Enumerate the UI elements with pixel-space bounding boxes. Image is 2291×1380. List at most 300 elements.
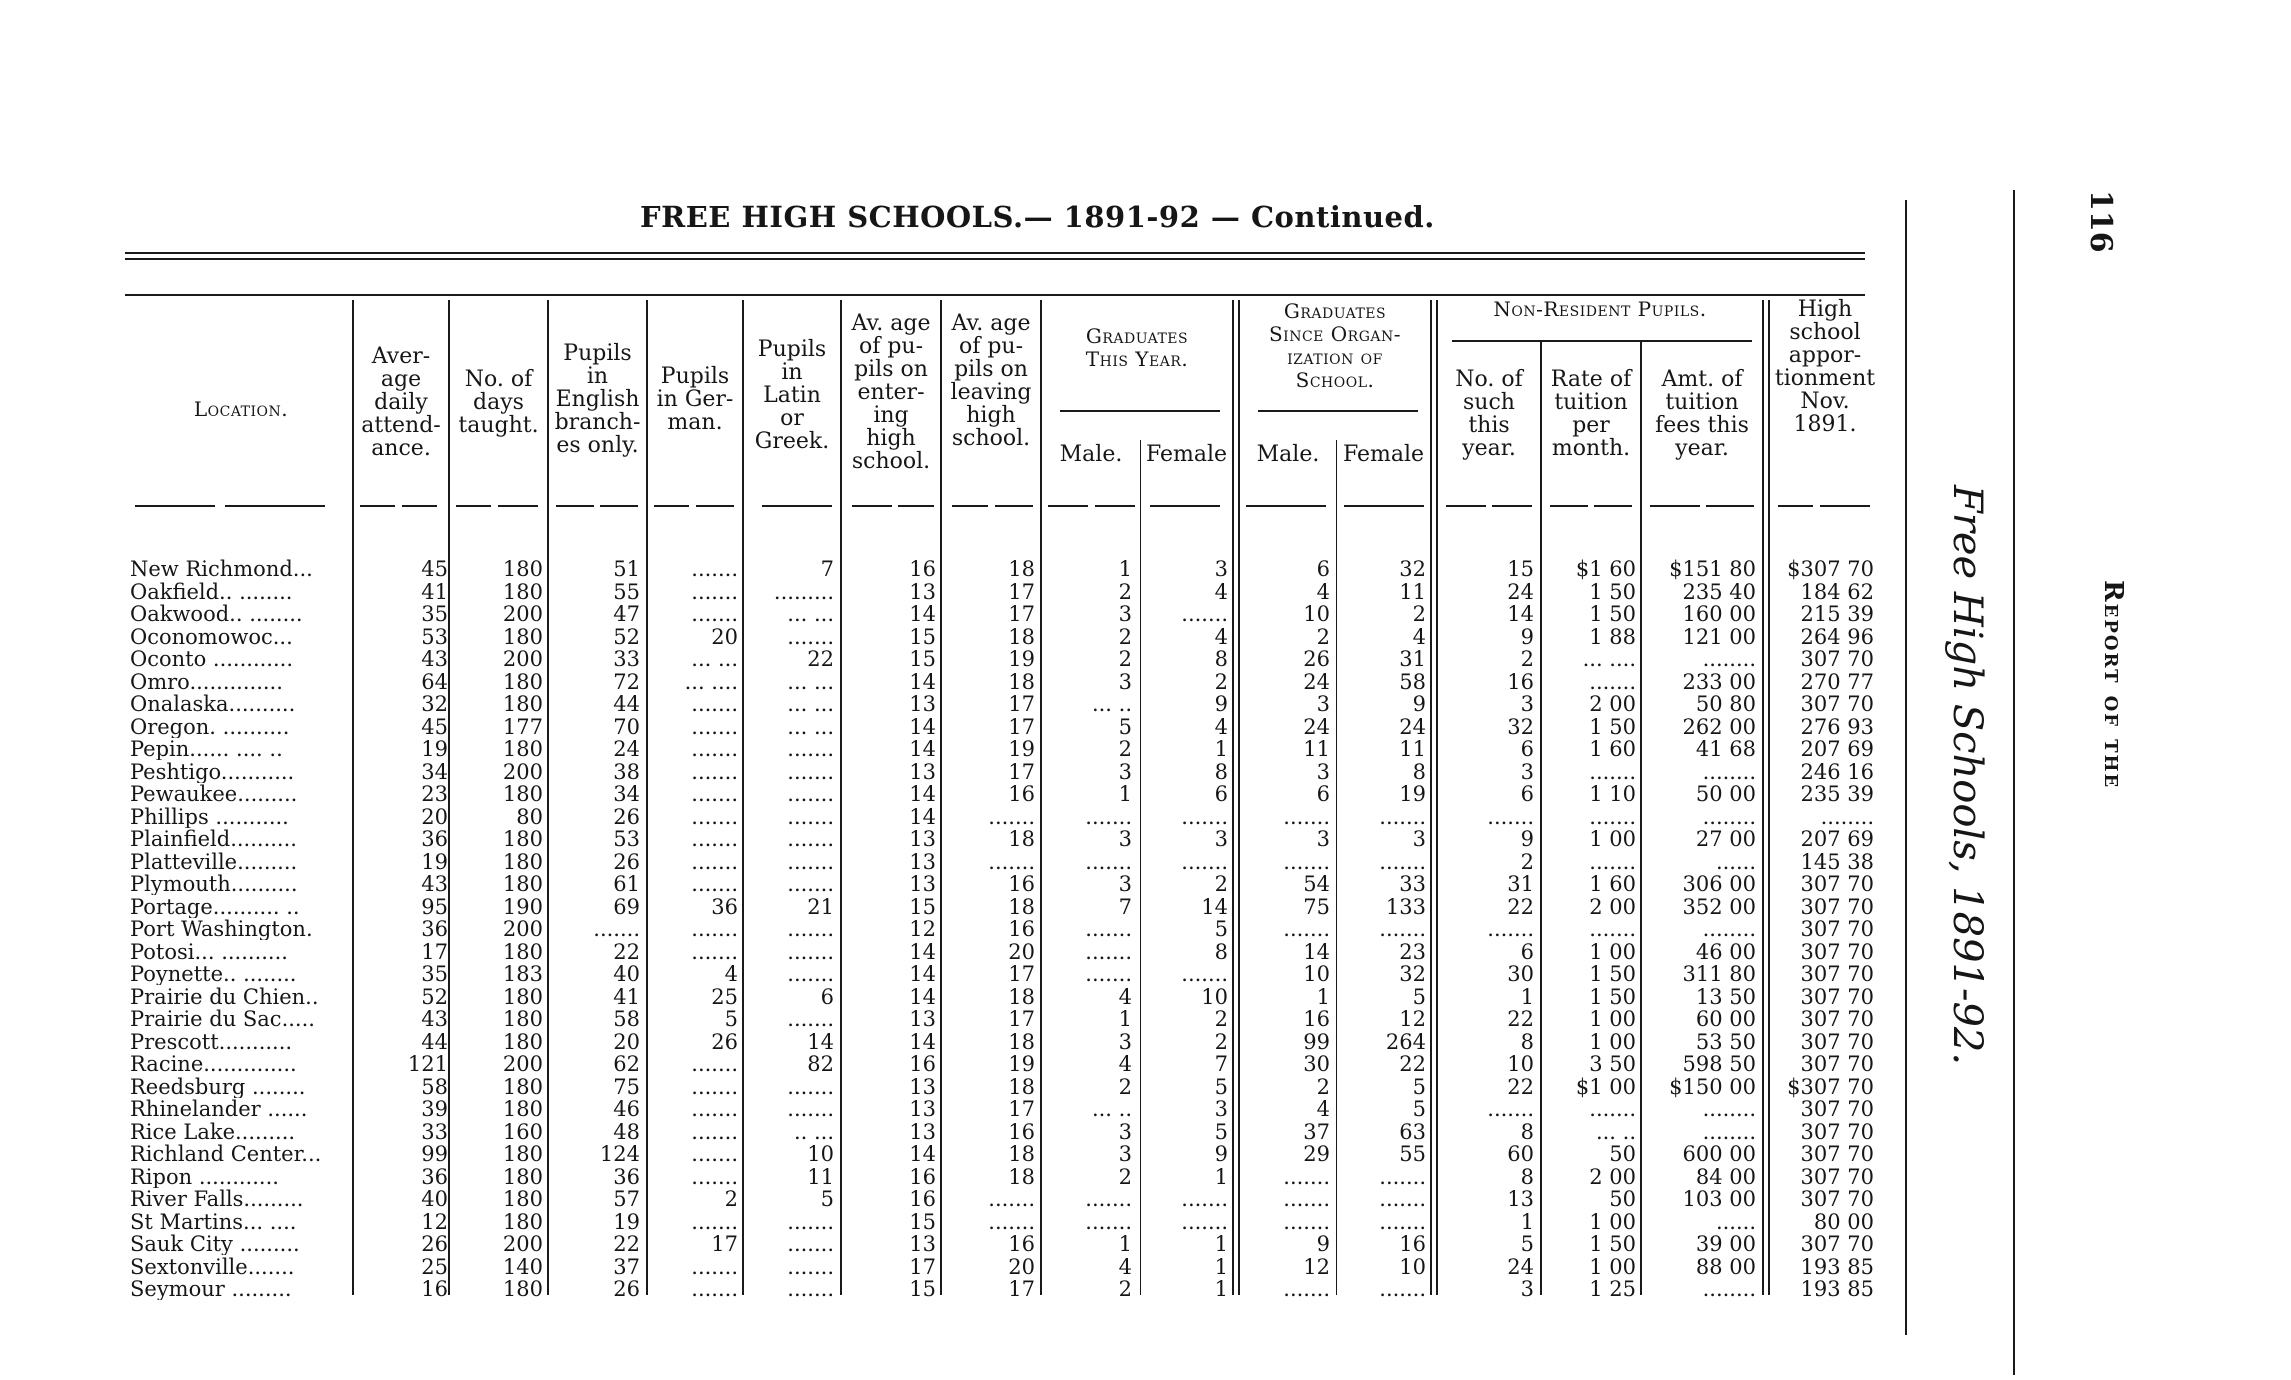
cell-gf: 9 [1214, 1142, 1228, 1166]
cell-nr-rate: ....... [1589, 849, 1636, 874]
cell-lat: ....... [787, 1007, 834, 1031]
cell-nr-no: 2 [1520, 849, 1534, 874]
cell-location: Oconomowoc... [130, 625, 293, 648]
table-row [0, 851, 1880, 873]
cell-sm: 99 [1303, 1029, 1330, 1054]
cell-sf: 19 [1399, 782, 1426, 806]
cell-att: 53 [421, 624, 448, 649]
cell-sm: 12 [1303, 1254, 1330, 1279]
cell-age-out: 19 [1008, 647, 1035, 671]
cell-appt: 193 85 [1800, 1254, 1874, 1279]
cell-gf: 2 [1214, 1007, 1228, 1031]
table-row [0, 986, 1880, 1008]
cell-nr-no: 3 [1520, 1277, 1534, 1301]
cell-lat: 14 [807, 1029, 834, 1054]
table-row [0, 1233, 1880, 1255]
cell-appt: $307 70 [1787, 1074, 1874, 1099]
cell-sm: 3 [1316, 827, 1330, 851]
cell-sm: 30 [1303, 1052, 1330, 1076]
cell-gm: ... .. [1091, 692, 1132, 716]
cell-days: 200 [502, 917, 543, 941]
cell-nr-no: ....... [1487, 1097, 1534, 1121]
cell-att: 35 [421, 962, 448, 986]
cell-eng: 33 [613, 647, 640, 671]
cell-days: 180 [502, 1007, 543, 1031]
cell-gm: 1 [1118, 557, 1132, 581]
cell-appt: 276 93 [1800, 714, 1874, 739]
cell-age-out: 18 [1008, 557, 1035, 581]
cell-ger: ....... [691, 1254, 738, 1279]
cell-sm: 2 [1316, 624, 1330, 649]
cell-days: 180 [502, 1187, 543, 1211]
cell-location: Prairie du Chien.. [130, 985, 319, 1008]
cell-sm: 6 [1316, 782, 1330, 806]
cell-age-in: 13 [909, 692, 936, 716]
cell-nr-amt: 84 00 [1695, 1164, 1756, 1189]
cell-age-in: 12 [909, 917, 936, 941]
cell-location: Pewaukee......... [130, 783, 298, 805]
cell-nr-amt: 352 00 [1682, 894, 1756, 919]
cell-days: 180 [502, 557, 543, 581]
side-rule [1905, 200, 1907, 1335]
cell-days: 180 [502, 872, 543, 896]
cell-ger: ....... [691, 557, 738, 581]
cell-nr-rate: 2 00 [1589, 894, 1636, 919]
cell-location: Platteville......... [130, 850, 298, 873]
cell-appt: 307 70 [1800, 1142, 1874, 1166]
cell-location: Reedsburg ........ [130, 1075, 306, 1098]
cell-ger: ....... [691, 1209, 738, 1234]
cell-att: 36 [421, 1164, 448, 1189]
cell-location: Seymour ......... [130, 1278, 292, 1300]
cell-nr-rate: 1 00 [1589, 939, 1636, 964]
cell-sf: 55 [1399, 1142, 1426, 1166]
cell-ger: ....... [691, 1277, 738, 1301]
header-age-entering: Av. age of pu- pils on enter- ing high school. [851, 311, 931, 474]
cell-sm: 26 [1303, 647, 1330, 671]
cell-gm: 3 [1118, 1029, 1132, 1054]
cell-nr-no: 22 [1507, 1007, 1534, 1031]
cell-lat: ....... [787, 872, 834, 896]
cell-sm: 11 [1303, 737, 1330, 761]
cell-ger: ....... [691, 1074, 738, 1099]
cell-nr-amt: ........ [1702, 759, 1756, 784]
cell-nr-rate: 2 00 [1589, 1164, 1636, 1189]
cell-nr-amt: 50 00 [1695, 782, 1756, 806]
cell-eng: 26 [613, 804, 640, 829]
header-grad-female: Female [1145, 442, 1228, 467]
cell-age-in: 13 [909, 1097, 936, 1121]
cell-eng: 47 [613, 602, 640, 626]
cell-sf: 11 [1399, 579, 1426, 604]
cell-att: 95 [421, 894, 448, 919]
table-row [0, 716, 1880, 738]
cell-days: 183 [502, 962, 543, 986]
cell-gm: ....... [1085, 962, 1132, 986]
cell-nr-amt: 41 68 [1695, 737, 1756, 761]
cell-gf: 1 [1214, 1164, 1228, 1189]
cell-sf: 10 [1399, 1254, 1426, 1279]
cell-att: 39 [421, 1097, 448, 1121]
cell-gm: ....... [1085, 1209, 1132, 1234]
cell-lat: ....... [787, 1097, 834, 1121]
page-title: FREE HIGH SCHOOLS.— 1891-92 — Continued. [640, 200, 1435, 234]
cell-eng: 22 [613, 1232, 640, 1256]
cell-nr-no: 1 [1520, 1209, 1534, 1234]
cell-nr-rate: 1 60 [1589, 872, 1636, 896]
cell-nr-no: 1 [1520, 984, 1534, 1009]
cell-gf: 3 [1214, 827, 1228, 851]
cell-eng: 40 [613, 962, 640, 986]
group-rule [1258, 410, 1418, 412]
cell-nr-rate: ... .... [1582, 647, 1636, 671]
cell-gf: 9 [1214, 692, 1228, 716]
cell-days: 180 [502, 1097, 543, 1121]
table-row [0, 806, 1880, 828]
cell-location: Richland Center... [130, 1143, 322, 1165]
cell-ger: ....... [691, 602, 738, 626]
cell-nr-no: 24 [1507, 579, 1534, 604]
cell-gm: 2 [1118, 1277, 1132, 1301]
cell-appt: 80 00 [1813, 1209, 1874, 1234]
cell-nr-amt: 235 40 [1682, 579, 1756, 604]
cell-appt: 207 69 [1800, 737, 1874, 761]
cell-days: 180 [502, 939, 543, 964]
cell-gf: 7 [1214, 1052, 1228, 1076]
cell-nr-rate: 1 50 [1589, 602, 1636, 626]
cell-nr-no: ....... [1487, 917, 1534, 941]
cell-location: Omro.............. [130, 670, 283, 693]
cell-nr-rate: 50 [1609, 1142, 1636, 1166]
cell-gm: 3 [1118, 827, 1132, 851]
cell-age-out: 17 [1008, 692, 1035, 716]
cell-ger: ....... [691, 1164, 738, 1189]
cell-location: Ripon ............ [130, 1165, 279, 1188]
cell-gm: 5 [1118, 714, 1132, 739]
cell-age-in: 13 [909, 579, 936, 604]
cell-age-out: 18 [1008, 669, 1035, 694]
cell-location: Racine.............. [130, 1053, 297, 1075]
cell-appt: 307 70 [1800, 647, 1874, 671]
header-since-female: Female [1342, 442, 1425, 467]
cell-lat: 11 [807, 1164, 834, 1189]
cell-age-out: 16 [1008, 872, 1035, 896]
cell-sf: ....... [1379, 1277, 1426, 1301]
cell-age-in: 14 [909, 962, 936, 986]
cell-appt: 207 69 [1800, 827, 1874, 851]
cell-lat: ....... [787, 1209, 834, 1234]
cell-att: 33 [421, 1119, 448, 1144]
cell-location: Potosi... .......... [130, 940, 288, 963]
cell-nr-amt: 50 80 [1695, 692, 1756, 716]
cell-sm: 14 [1303, 939, 1330, 964]
cell-nr-amt: 46 00 [1695, 939, 1756, 964]
cell-gf: 1 [1214, 1254, 1228, 1279]
cell-lat: ....... [787, 1232, 834, 1256]
cell-eng: 20 [613, 1029, 640, 1054]
cell-nr-amt: ........ [1702, 647, 1756, 671]
cell-sf: 16 [1399, 1232, 1426, 1256]
cell-att: 44 [421, 1029, 448, 1054]
cell-age-out: 16 [1008, 917, 1035, 941]
table-row [0, 671, 1880, 693]
cell-nr-no: 60 [1507, 1142, 1534, 1166]
cell-sf: 12 [1399, 1007, 1426, 1031]
cell-gf: 2 [1214, 872, 1228, 896]
cell-nr-no: 32 [1507, 714, 1534, 739]
cell-gf: 10 [1201, 984, 1228, 1009]
group-rule [1060, 410, 1220, 412]
cell-lat: ... ... [787, 669, 834, 694]
header-attendance: Aver- age daily attend- ance. [361, 344, 441, 461]
cell-sm: ....... [1283, 917, 1330, 941]
cell-ger: ....... [691, 1142, 738, 1166]
table-row [0, 873, 1880, 895]
cell-age-out: 18 [1008, 827, 1035, 851]
cell-appt: 215 39 [1800, 602, 1874, 626]
cell-gm: 4 [1118, 1052, 1132, 1076]
top-rule-2 [125, 258, 1865, 260]
cell-age-out: ....... [988, 849, 1035, 874]
cell-sm: 3 [1316, 692, 1330, 716]
cell-age-out: ....... [988, 1209, 1035, 1234]
cell-nr-no: 22 [1507, 894, 1534, 919]
cell-att: 36 [421, 827, 448, 851]
cell-eng: 34 [613, 782, 640, 806]
cell-eng: 61 [613, 872, 640, 896]
cell-gm: ....... [1085, 939, 1132, 964]
cell-age-out: 17 [1008, 962, 1035, 986]
cell-appt: 307 70 [1800, 894, 1874, 919]
cell-nr-no: 6 [1520, 737, 1534, 761]
table-row [0, 783, 1880, 805]
cell-ger: ....... [691, 1119, 738, 1144]
cell-nr-no: 24 [1507, 1254, 1534, 1279]
cell-nr-rate: ....... [1589, 669, 1636, 694]
group-rule [1452, 340, 1752, 342]
cell-ger: 25 [711, 984, 738, 1009]
cell-nr-amt: 53 50 [1695, 1029, 1756, 1054]
cell-nr-amt: 88 00 [1695, 1254, 1756, 1279]
cell-nr-amt: ........ [1702, 917, 1756, 941]
cell-eng: 55 [613, 579, 640, 604]
cell-days: 180 [502, 782, 543, 806]
cell-appt: 307 70 [1800, 692, 1874, 716]
table-row [0, 1031, 1880, 1053]
cell-eng: 75 [613, 1074, 640, 1099]
table-row [0, 1166, 1880, 1188]
cell-eng: 26 [613, 849, 640, 874]
cell-lat: ....... [787, 1277, 834, 1301]
cell-nr-amt: 60 00 [1695, 1007, 1756, 1031]
cell-age-out: 18 [1008, 1164, 1035, 1189]
cell-nr-amt: 103 00 [1682, 1187, 1756, 1211]
cell-sf: 33 [1399, 872, 1426, 896]
cell-days: 180 [502, 669, 543, 694]
cell-appt: 307 70 [1800, 1187, 1874, 1211]
cell-sf: 4 [1412, 624, 1426, 649]
cell-att: 12 [421, 1209, 448, 1234]
cell-age-out: 17 [1008, 1097, 1035, 1121]
cell-nr-amt: 600 00 [1682, 1142, 1756, 1166]
cell-nr-rate: 1 50 [1589, 962, 1636, 986]
cell-age-out: 17 [1008, 1007, 1035, 1031]
cell-age-out: ....... [988, 1187, 1035, 1211]
cell-gm: 2 [1118, 647, 1132, 671]
cell-location: Prescott........... [130, 1030, 293, 1053]
cell-ger: ....... [691, 692, 738, 716]
cell-lat: ....... [787, 782, 834, 806]
cell-att: 25 [421, 1254, 448, 1279]
cell-days: 180 [502, 692, 543, 716]
cell-sf: 22 [1399, 1052, 1426, 1076]
cell-location: St Martins... .... [130, 1210, 297, 1233]
header-nonres-number: No. of such this year. [1455, 367, 1523, 461]
cell-nr-rate: 1 50 [1589, 579, 1636, 604]
cell-location: Oakfield.. ........ [130, 580, 293, 603]
cell-appt: 145 38 [1800, 849, 1874, 874]
cell-sm: 9 [1316, 1232, 1330, 1256]
cell-age-in: 14 [909, 737, 936, 761]
table-row [0, 1008, 1880, 1030]
cell-age-out: 16 [1008, 1119, 1035, 1144]
cell-location: Oconto ............ [130, 648, 294, 670]
cell-lat: ....... [787, 849, 834, 874]
side-rule-2 [2013, 190, 2015, 1375]
cell-gf: 1 [1214, 1277, 1228, 1301]
cell-att: 45 [421, 714, 448, 739]
table-row [0, 1211, 1880, 1233]
cell-age-in: 15 [909, 624, 936, 649]
header-rule [125, 294, 1865, 296]
table-row [0, 963, 1880, 985]
cell-ger: ....... [691, 782, 738, 806]
cell-gm: 1 [1118, 782, 1132, 806]
cell-eng: 62 [613, 1052, 640, 1076]
cell-lat: 10 [807, 1142, 834, 1166]
cell-sf: 9 [1412, 692, 1426, 716]
cell-days: 190 [502, 894, 543, 919]
cell-gf: ....... [1181, 962, 1228, 986]
cell-ger: ....... [691, 737, 738, 761]
cell-nr-no: 9 [1520, 624, 1534, 649]
cell-sm: ....... [1283, 1277, 1330, 1301]
cell-days: 180 [502, 579, 543, 604]
cell-nr-rate: 1 00 [1589, 1007, 1636, 1031]
cell-location: Oregon. .......... [130, 715, 290, 738]
cell-eng: 37 [613, 1254, 640, 1279]
cell-nr-no: 5 [1520, 1232, 1534, 1256]
cell-sf: 32 [1399, 557, 1426, 581]
cell-lat: ....... [787, 1074, 834, 1099]
table-row [0, 648, 1880, 670]
cell-gm: 1 [1118, 1007, 1132, 1031]
cell-days: 180 [502, 1074, 543, 1099]
cell-nr-no: 10 [1507, 1052, 1534, 1076]
cell-gf: 6 [1214, 782, 1228, 806]
cell-att: 19 [421, 737, 448, 761]
cell-nr-rate: 1 25 [1589, 1277, 1636, 1301]
cell-age-out: 18 [1008, 1142, 1035, 1166]
cell-age-out: 19 [1008, 1052, 1035, 1076]
cell-gm: 3 [1118, 669, 1132, 694]
cell-nr-rate: 50 [1609, 1187, 1636, 1211]
header-location: Location. [193, 397, 289, 421]
cell-location: Rhinelander ...... [130, 1098, 308, 1120]
cell-sf: 5 [1412, 1097, 1426, 1121]
cell-nr-no: 8 [1520, 1029, 1534, 1054]
cell-nr-amt: ........ [1702, 1277, 1756, 1301]
cell-ger: ... ... [691, 647, 738, 671]
cell-att: 41 [421, 579, 448, 604]
cell-eng: 41 [613, 984, 640, 1009]
header-nonres-amount: Amt. of tuition fees this year. [1655, 367, 1749, 461]
cell-att: 20 [421, 804, 448, 829]
cell-sm: 16 [1303, 1007, 1330, 1031]
cell-att: 23 [421, 782, 448, 806]
cell-nr-no: 14 [1507, 602, 1534, 626]
cell-days: 200 [502, 759, 543, 784]
cell-lat: ... ... [787, 692, 834, 716]
cell-nr-rate: 1 00 [1589, 1254, 1636, 1279]
cell-appt: 193 85 [1800, 1277, 1874, 1301]
cell-age-in: 13 [909, 872, 936, 896]
cell-lat: ....... [787, 624, 834, 649]
cell-nr-no: 2 [1520, 647, 1534, 671]
cell-nr-no: 3 [1520, 692, 1534, 716]
cell-sf: 11 [1399, 737, 1426, 761]
cell-sm: 24 [1303, 669, 1330, 694]
cell-lat: ... ... [787, 602, 834, 626]
cell-sm: 10 [1303, 602, 1330, 626]
cell-eng: 22 [613, 939, 640, 964]
cell-nr-no: ....... [1487, 804, 1534, 829]
cell-age-out: 18 [1008, 1074, 1035, 1099]
table-row [0, 941, 1880, 963]
cell-age-out: 16 [1008, 782, 1035, 806]
cell-sm: ....... [1283, 804, 1330, 829]
header-age-leaving: Av. age of pu- pils on leaving high school. [950, 311, 1032, 451]
cell-gm: ... .. [1091, 1097, 1132, 1121]
cell-lat: 7 [820, 557, 834, 581]
cell-lat: ....... [787, 827, 834, 851]
cell-sf: ....... [1379, 1164, 1426, 1189]
cell-att: 17 [421, 939, 448, 964]
cell-eng: 46 [613, 1097, 640, 1121]
table-row [0, 603, 1880, 625]
cell-age-in: 14 [909, 939, 936, 964]
cell-eng: 38 [613, 759, 640, 784]
running-title: Free High Schools, 1891-92. [1944, 485, 1990, 1066]
cell-sf: 31 [1399, 647, 1426, 671]
table-row [0, 828, 1880, 850]
cell-sm: ....... [1283, 849, 1330, 874]
cell-nr-rate: 1 88 [1589, 624, 1636, 649]
cell-ger: ....... [691, 1052, 738, 1076]
cell-att: 99 [421, 1142, 448, 1166]
cell-nr-rate: ....... [1589, 759, 1636, 784]
cell-nr-rate: 1 50 [1589, 714, 1636, 739]
cell-att: 43 [421, 872, 448, 896]
cell-sf: 23 [1399, 939, 1426, 964]
cell-sm: 4 [1316, 1097, 1330, 1121]
cell-ger: 4 [724, 962, 738, 986]
cell-gm: 4 [1118, 1254, 1132, 1279]
cell-nr-amt: ...... [1715, 849, 1756, 874]
cell-age-out: 18 [1008, 984, 1035, 1009]
cell-eng: 48 [613, 1119, 640, 1144]
cell-gm: 4 [1118, 984, 1132, 1009]
